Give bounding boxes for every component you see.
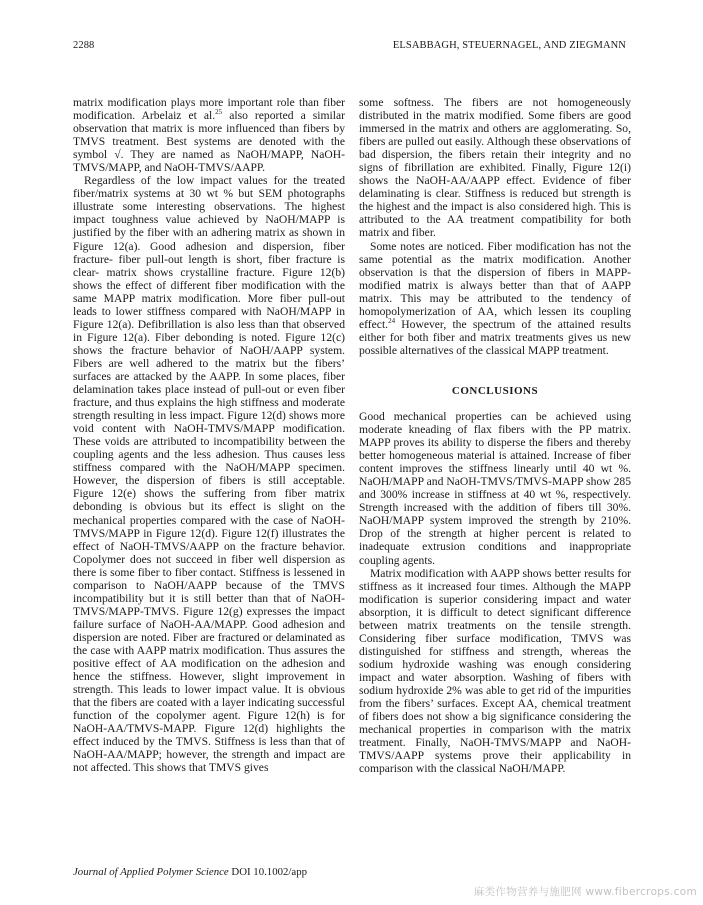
- left-column: [73, 96, 345, 774]
- paragraph-text: also reported a similar observation that matrix is more influenced than fibers by TMVS treatment. Best systems are denoted with the symbol √. They are named as NaOH/MAPP, NaOH-TMVS/MAPP, and NaOH-TMVS/AAPP.: [73, 109, 345, 175]
- paragraph-text: Some notes are noticed. Fiber modification has not the same potential as the matrix modification. Another observation is that the dispersion of fibers in MAPP-modified matrix is always better than that of AAPP matrix. This may be attributed to the tendency of homopolymerization of AA, which lessen its coupling effect.: [359, 239, 631, 331]
- journal-name: Journal of Applied Polymer Science: [73, 866, 229, 878]
- paragraph: Good mechanical properties can be achieved using moderate kneading of flax fibers with the PP matrix. MAPP proves its ability to disperse the fibers and thereby better homogeneous material is attained. Increase of fiber content improves the stiffness linearly until 40 wt %. NaOH/MAPP and NaOH-TMVS/TMVS-MAPP show 285 and 300% increase in stiffness at 40 wt %, respectively. Strength increased with the addition of fibers till 30%. NaOH/MAPP system improved the strength by 210%. Drop of the strength at higher percent is related to inadequate extrusion conditions and inappropriate coupling agents.: [359, 409, 631, 567]
- doi: DOI 10.1002/app: [228, 866, 307, 878]
- right-column: [359, 96, 631, 775]
- journal-footer: [73, 866, 307, 878]
- watermark: 麻类作物营养与施肥网 www.fibercrops.com: [473, 886, 697, 898]
- paragraph: Regardless of the low impact values for the treated fiber/matrix systems at 30 wt % but SEM photographs illustrate some interesting observations. The highest impact toughness value achieved by NaOH/MAPP is justified by the fiber with an adhering matrix as shown in Figure 12(a). Good adhesion and dispersion, fiber fracture- fiber pull-out length is short, fiber fracture is clear- matrix shows crystalline fracture. Figure 12(b) shows the effect of different fiber modification with the same MAPP matrix modification. More fiber pull-out leads to lower stiffness compared with NaOH/MAPP in Figure 12(a). Defibrillation is also less than that observed in Figure 12(a). Fiber debonding is noted. Figure 12(c) shows the fracture behavior of NaOH/AAPP system. Fibers are well adhered to the matrix but the fibers’ surfaces are attacked by the AAPP. In some places, fiber delamination takes place instead of pull-out or even fiber fracture, and thus explains the high stiffness and moderate strength resulting in less impact. Figure 12(d) shows more void content with NaOH-TMVS/MAPP modification. These voids are attributed to incompatibility between the coupling agents and the less adhesion. Thus causes less stiffness compared with the NaOH/MAPP specimen. However, the dispersion of fibers is still acceptable. Figure 12(e) shows the suffering from fiber matrix debonding is obvious but its effect is slight on the mechanical properties compared with the case of NaOH-TMVS/MAPP in Figure 12(d). Figure 12(f) illustrates the effect of NaOH-TMVS/AAPP on the fracture behavior. Copolymer does not succeed in fiber well dispersion as there is some fiber to fiber contact. Stiffness is lessened in comparison to NaOH/AAPP because of the TMVS incompatibility but it is still better than that of NaOH-TMVS/MAPP-TMVS. Figure 12(g) expresses the impact failure surface of NaOH-AA/MAPP. Good adhesion and dispersion are noted. Fiber are fractured or delaminated as the case with AAPP matrix modification. Thus assures the positive effect of AA modification on the adhesion and hence the stiffness. However, slight improvement in strength. This leads to lower impact value. It is obvious that the fibers are coated with a layer indicating successful function of the copolymer agent. Figure 12(h) is for NaOH-AA/TMVS-MAPP. Figure 12(d) highlights the effect induced by the TMVS. Stiffness is less than that of NaOH-AA/MAPP; however, the strength and impact are not affected. This shows that TMVS gives: [73, 174, 345, 775]
- paragraph: Matrix modification with AAPP shows better results for stiffness as it increased four times. Although the MAPP modification is superior considering impact and water absorption, it is difficult to detect significant difference between matrix treatments on the tensile strength. Considering fiber surface modification, TMVS was distinguished for stiffness and strength, whereas the sodium hydroxide washing was enough considering impact and water absorption. Washing of fibers with sodium hydroxide 2% was able to get rid of the impurities from the fibers’ surfaces. Except AA, chemical treatment of fibers does not show a big significance considering the mechanical properties in comparison with the matrix treatment. Finally, NaOH-TMVS/MAPP and NaOH-TMVS/AAPP systems prove their applicability in comparison with the classical NaOH/MAPP.: [359, 566, 631, 776]
- section-heading: CONCLUSIONS: [451, 384, 539, 397]
- paragraph-text: matrix modification plays more important role than fiber modification. Arbelaiz et al.: [73, 96, 345, 123]
- citation-ref: 25: [215, 108, 223, 117]
- paragraph-text: However, the spectrum of the attained results either for both fiber and matrix treatments gives us new possible alternatives of the classical MAPP treatment.: [359, 317, 631, 357]
- page-number: 2288: [73, 40, 95, 51]
- paragraph: [73, 96, 345, 174]
- paragraph: some softness. The fibers are not homogeneously distributed in the matrix modified. Some fibers are good immersed in the matrix and others are agglomerating. So, fibers are pulled out easily. Although these observations of bad dispersion, the fibers retain their integrity and no signs of fibrillation are exhibited. Finally, Figure 12(i) shows the NaOH-AA/AAPP effect. Evidence of fiber delaminating is clear. Stiffness is reduced but strength is the highest and the impact is also considered high. This is attributed to the AA treatment compatibility for both matrix and fiber.: [359, 96, 631, 240]
- running-head: ELSABBAGH, STEUERNAGEL, AND ZIEGMANN: [392, 40, 626, 51]
- paragraph: [359, 240, 631, 357]
- citation-ref: 24: [388, 316, 396, 325]
